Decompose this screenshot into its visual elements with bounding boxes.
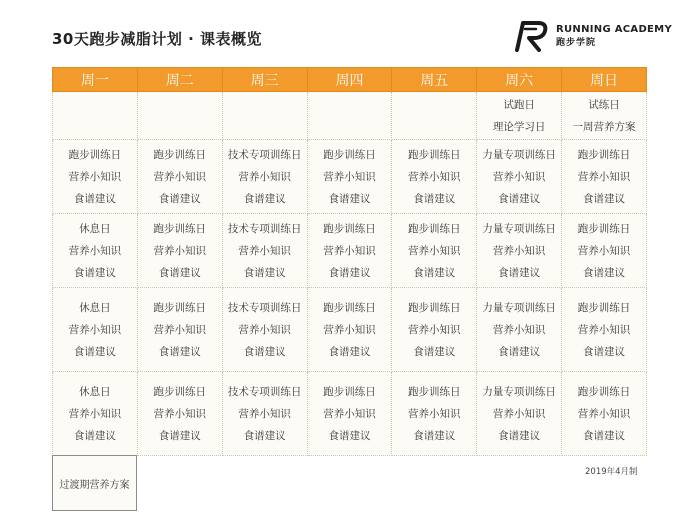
schedule-cell [562,214,647,288]
activity-label: 食谱建议 [158,429,201,442]
schedule-cell [477,372,562,456]
activity-label: 营养小知识 [68,244,122,257]
activity-label: 食谱建议 [328,345,371,358]
activity-label: 力量专项训练日 [482,222,556,235]
activity-label: 营养小知识 [323,407,376,420]
activity-label: 营养小知识 [153,244,207,257]
day-header: 周四 [307,68,392,92]
activity-label: 食谱建议 [328,429,371,442]
activity-label: 休息日 [79,301,111,314]
activity-label: 跑步训练日 [323,148,376,161]
activity-label: 食谱建议 [328,192,371,205]
schedule-cell [392,214,477,288]
activity-label: 营养小知识 [68,407,122,420]
activity-label: 跑步训练日 [577,148,631,161]
activity-label: 营养小知识 [153,170,207,183]
schedule-cell [222,372,307,456]
day-header: 周二 [137,68,222,92]
activity-label: 跑步训练日 [577,385,631,398]
week-row [53,92,647,140]
activity-label: 食谱建议 [413,429,456,442]
activity-label: 食谱建议 [498,192,541,205]
activity-label: 食谱建议 [413,266,456,279]
activity-label: 营养小知识 [238,244,291,257]
schedule-cell [562,288,647,372]
activity-label: 跑步训练日 [153,148,207,161]
week-row [53,372,647,456]
activity-label: 试跑日 [503,98,535,111]
page-title: 30天跑步减脂计划 · 课表概览 [52,30,263,48]
activity-label: 营养小知识 [492,170,546,183]
activity-label: 食谱建议 [158,192,201,205]
activity-label: 跑步训练日 [577,301,631,314]
activity-label: 食谱建议 [328,266,371,279]
activity-label: 理论学习日 [492,120,546,133]
schedule-cell [137,288,222,372]
schedule-cell [392,372,477,456]
schedule-cell [307,140,392,214]
activity-label: 食谱建议 [243,266,286,279]
schedule-cell [53,288,138,372]
footnote-date: 2019年4月制 [585,467,638,477]
schedule-cell [53,214,138,288]
brand [514,20,672,52]
activity-label: 食谱建议 [498,429,541,442]
activity-label: 食谱建议 [158,266,201,279]
activity-label: 食谱建议 [73,192,116,205]
activity-label: 食谱建议 [583,192,626,205]
activity-label: 食谱建议 [498,345,541,358]
activity-label: 食谱建议 [158,345,201,358]
brand-name: RUNNING ACADEMY [556,23,672,35]
activity-label: 食谱建议 [413,192,456,205]
schedule-cell [222,214,307,288]
schedule-cell [562,372,647,456]
schedule-cell [307,288,392,372]
activity-label: 食谱建议 [73,429,116,442]
activity-label: 技术专项训练日 [227,301,302,314]
schedule-cell [53,140,138,214]
activity-label: 跑步训练日 [408,385,461,398]
activity-label: 食谱建议 [73,266,116,279]
activity-label: 营养小知识 [577,244,631,257]
activity-label: 休息日 [79,222,111,235]
activity-label: 营养小知识 [153,323,207,336]
activity-label: 力量专项训练日 [482,385,556,398]
transition-nutrition-plan: 过渡期营养方案 [52,455,137,511]
activity-label: 营养小知识 [238,407,291,420]
activity-label: 营养小知识 [492,244,546,257]
activity-label: 营养小知识 [323,323,376,336]
schedule-cell [307,92,392,140]
activity-label: 跑步训练日 [68,148,122,161]
activity-label: 食谱建议 [583,266,626,279]
schedule-cell [137,372,222,456]
schedule-cell [562,140,647,214]
activity-label: 营养小知识 [492,323,546,336]
activity-label: 跑步训练日 [408,301,461,314]
activity-label: 跑步训练日 [408,222,461,235]
activity-label: 跑步训练日 [323,222,376,235]
schedule-cell [307,214,392,288]
activity-label: 跑步训练日 [153,385,207,398]
activity-label: 技术专项训练日 [227,222,302,235]
schedule-cell [392,288,477,372]
running-academy-logo-icon [514,20,550,52]
day-header: 周三 [222,68,307,92]
activity-label: 力量专项训练日 [482,301,556,314]
activity-label: 技术专项训练日 [227,148,302,161]
activity-label: 食谱建议 [243,429,286,442]
activity-label: 营养小知识 [68,170,122,183]
schedule-cell [477,92,562,140]
activity-label: 营养小知识 [408,323,461,336]
week-row [53,140,647,214]
activity-label: 营养小知识 [68,323,122,336]
activity-label: 食谱建议 [583,345,626,358]
activity-label: 技术专项训练日 [227,385,302,398]
activity-label: 力量专项训练日 [482,148,556,161]
activity-label: 营养小知识 [323,170,376,183]
schedule-cell [562,92,647,140]
activity-label: 营养小知识 [408,244,461,257]
activity-label: 一周营养方案 [572,120,636,133]
activity-label: 食谱建议 [243,345,286,358]
activity-label: 跑步训练日 [408,148,461,161]
schedule-cell [137,214,222,288]
activity-label: 营养小知识 [577,170,631,183]
schedule-cell [392,92,477,140]
schedule-table [52,67,647,456]
schedule-cell [477,288,562,372]
schedule-cell [53,372,138,456]
schedule-cell [137,92,222,140]
schedule-cell [137,140,222,214]
activity-label: 跑步训练日 [577,222,631,235]
activity-label: 食谱建议 [413,345,456,358]
activity-label: 营养小知识 [577,323,631,336]
activity-label: 营养小知识 [238,170,291,183]
activity-label: 跑步训练日 [323,301,376,314]
schedule-cell [222,140,307,214]
schedule-cell [477,214,562,288]
schedule-cell [222,288,307,372]
day-header: 周六 [477,68,562,92]
activity-label: 跑步训练日 [323,385,376,398]
activity-label: 营养小知识 [153,407,207,420]
day-header: 周一 [53,68,138,92]
activity-label: 营养小知识 [408,407,461,420]
week-row [53,214,647,288]
activity-label: 试练日 [588,98,620,111]
schedule-cell [222,92,307,140]
activity-label: 食谱建议 [583,429,626,442]
schedule-cell [307,372,392,456]
activity-label: 跑步训练日 [153,301,207,314]
day-header: 周日 [562,68,647,92]
schedule-cell [392,140,477,214]
schedule-cell [477,140,562,214]
weekday-header-row [53,68,647,92]
activity-label: 休息日 [79,385,111,398]
activity-label: 营养小知识 [577,407,631,420]
activity-label: 跑步训练日 [153,222,207,235]
schedule-cell [53,92,138,140]
activity-label: 食谱建议 [73,345,116,358]
activity-label: 食谱建议 [243,192,286,205]
activity-label: 营养小知识 [323,244,376,257]
activity-label: 营养小知识 [408,170,461,183]
activity-label: 营养小知识 [492,407,546,420]
brand-subtitle: 跑步学院 [556,37,597,48]
activity-label: 营养小知识 [238,323,291,336]
activity-label: 食谱建议 [498,266,541,279]
day-header: 周五 [392,68,477,92]
week-row [53,288,647,372]
